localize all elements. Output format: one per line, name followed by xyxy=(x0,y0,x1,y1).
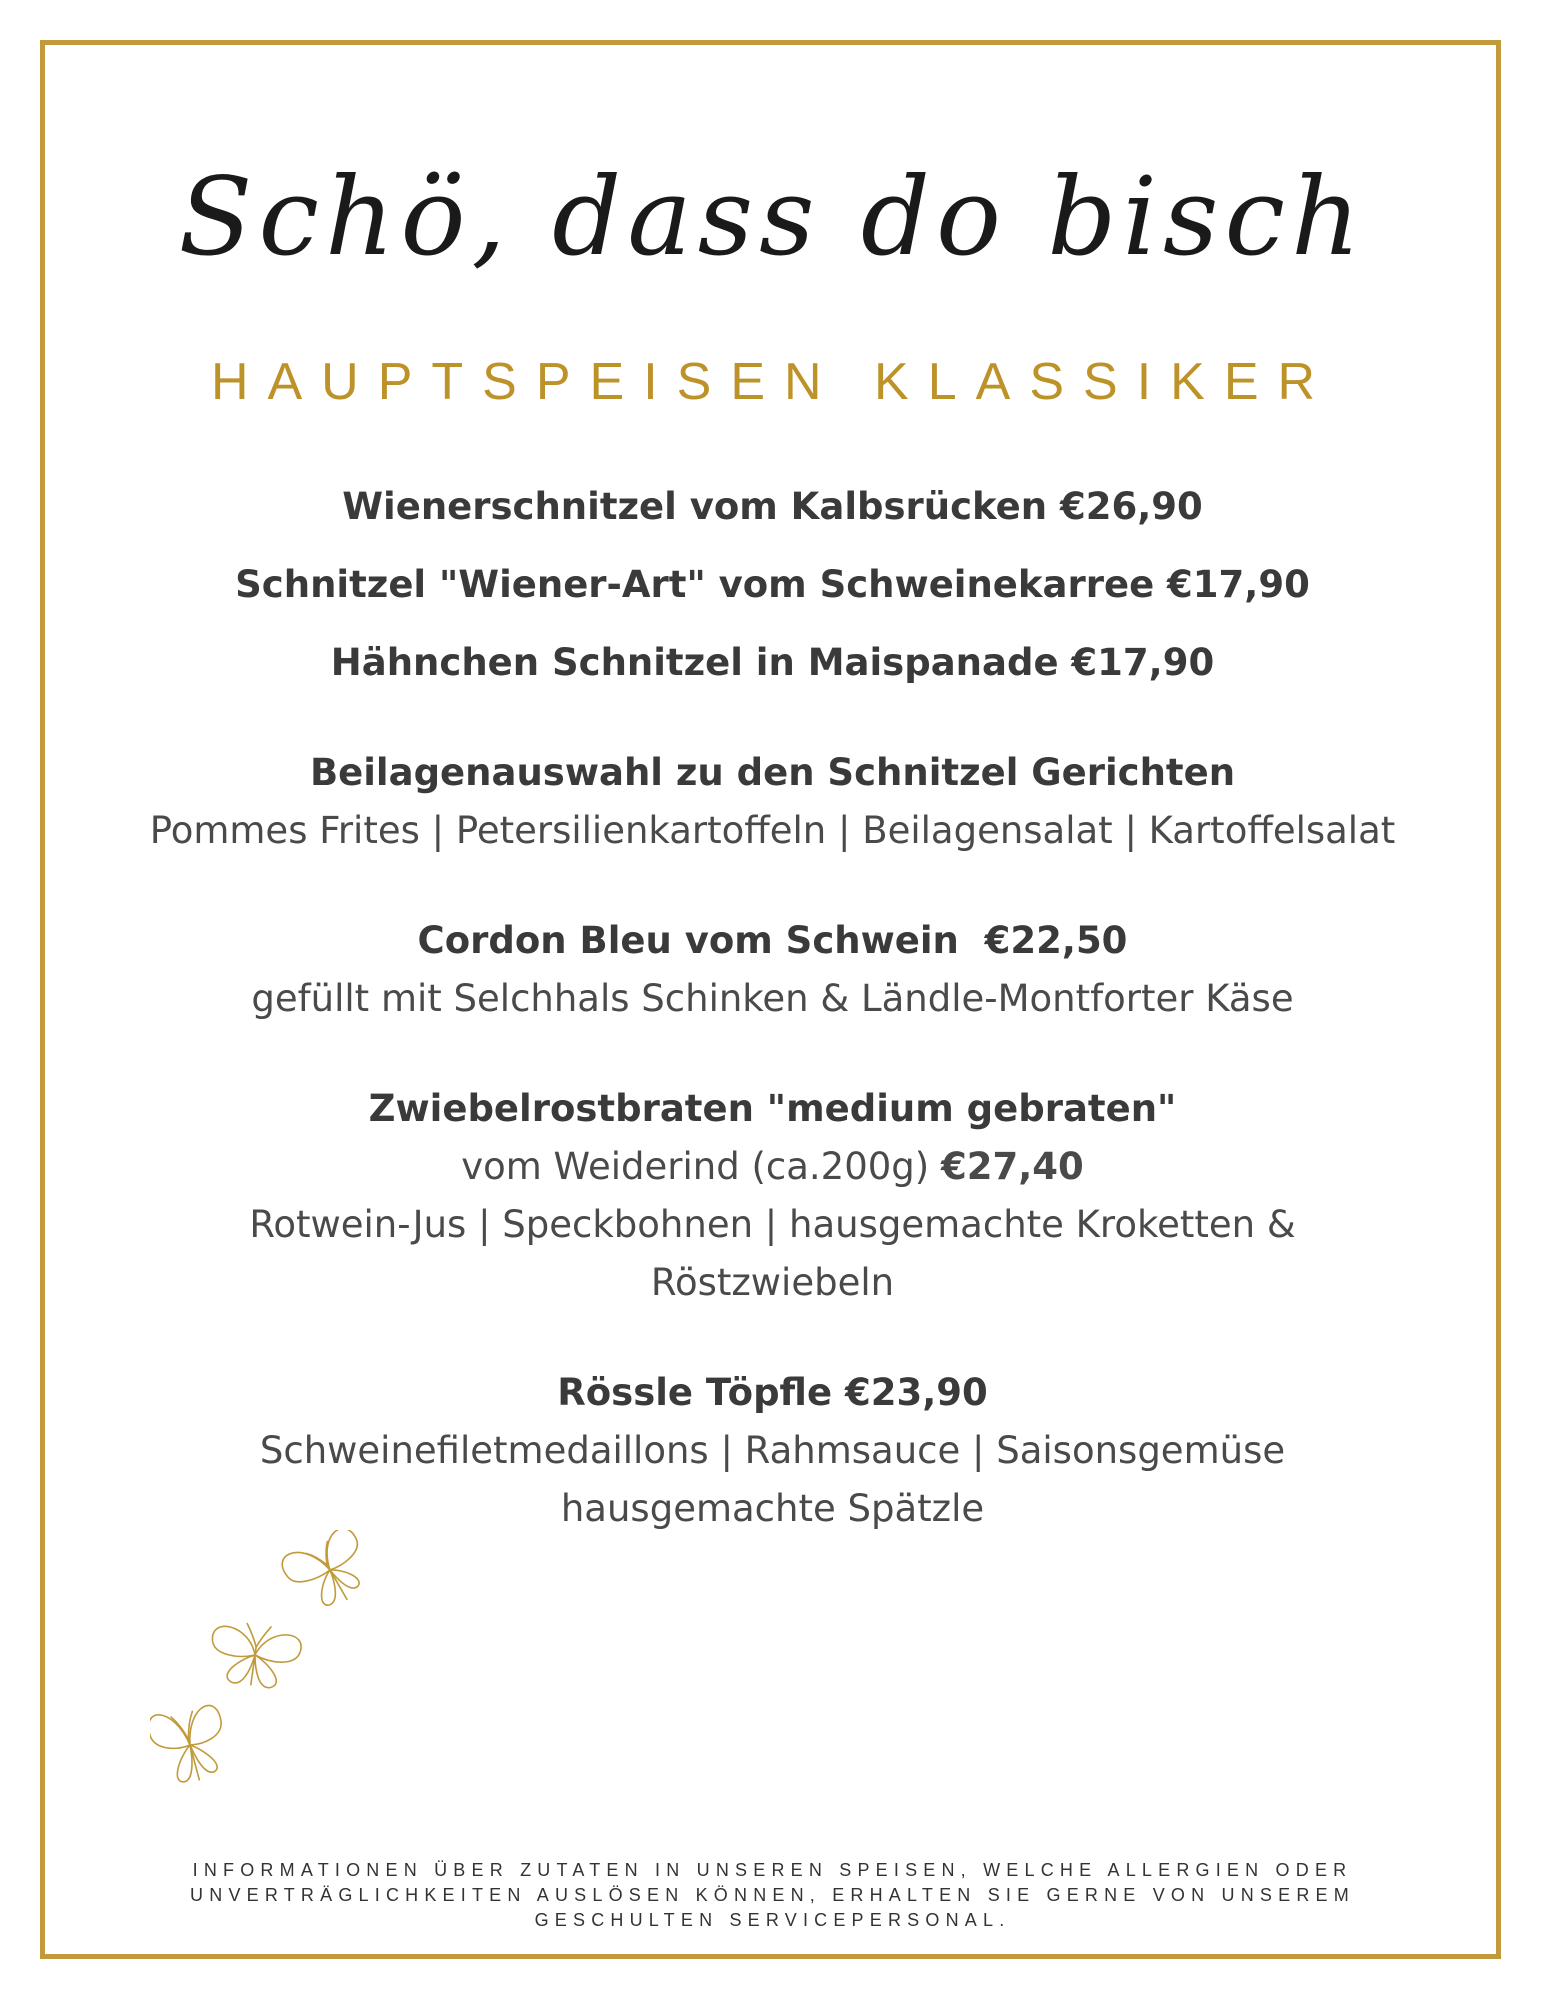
butterfly-icon-middle xyxy=(207,1619,304,1691)
zwiebelrostbraten-description-1: Rotwein-Jus | Speckbohnen | hausgemachte Kroketten & xyxy=(249,1203,1296,1246)
beilagen-items: Pommes Frites | Petersilienkartoffeln | Beilagensalat | Kartoffelsalat xyxy=(149,809,1396,852)
zwiebelrostbraten-origin: vom Weiderind (ca.200g) xyxy=(461,1145,930,1188)
cordon-bleu-description: gefüllt mit Selchhals Schinken & Ländle-Montforter Käse xyxy=(251,977,1294,1020)
butterflies-decoration xyxy=(150,1530,450,1810)
menu-item-cordon-bleu: Cordon Bleu vom Schwein €22,50 xyxy=(417,919,1128,962)
zwiebelrostbraten-description-2: Röstzwiebeln xyxy=(650,1261,895,1304)
zwiebelrostbraten-subline xyxy=(80,1138,1465,1196)
allergen-info-footer xyxy=(100,1858,1445,1933)
menu-item-zwiebelrostbraten: Zwiebelrostbraten "medium gebraten" xyxy=(368,1087,1177,1130)
zwiebelrostbraten-price: €27,40 xyxy=(940,1145,1084,1188)
butterfly-icon-top xyxy=(278,1530,380,1620)
footer-line-2: UNVERTRÄGLICHKEITEN AUSLÖSEN KÖNNEN, ERHALTEN SIE GERNE VON UNSEREM xyxy=(190,1885,1355,1905)
menu-item-schnitzel-wiener-art: Schnitzel "Wiener-Art" vom Schweinekarree €17,90 xyxy=(235,563,1310,606)
script-greeting-title: Schö, dass do bisch xyxy=(178,155,1367,280)
butterfly-icon-bottom xyxy=(150,1699,234,1789)
beilagen-title: Beilagenauswahl zu den Schnitzel Gerichten xyxy=(309,751,1236,794)
roessle-toepfle-description-1: Schweinefiletmedaillons | Rahmsauce | Saisonsgemüse xyxy=(259,1429,1286,1472)
menu-list xyxy=(80,478,1465,1538)
menu-item-wienerschnitzel: Wienerschnitzel vom Kalbsrücken €26,90 xyxy=(342,485,1203,528)
section-title: HAUPTSPEISEN KLASSIKER xyxy=(210,353,1335,411)
roessle-toepfle-description-2: hausgemachte Spätzle xyxy=(560,1487,985,1530)
footer-line-3: GESCHULTEN SERVICEPERSONAL. xyxy=(534,1910,1011,1930)
menu-item-roessle-toepfle: Rössle Töpfle €23,90 xyxy=(557,1371,988,1414)
footer-line-1: INFORMATIONEN ÜBER ZUTATEN IN UNSEREN SPEISEN, WELCHE ALLERGIEN ODER xyxy=(192,1860,1353,1880)
menu-item-haehnchen-schnitzel: Hähnchen Schnitzel in Maispanade €17,90 xyxy=(330,641,1215,684)
